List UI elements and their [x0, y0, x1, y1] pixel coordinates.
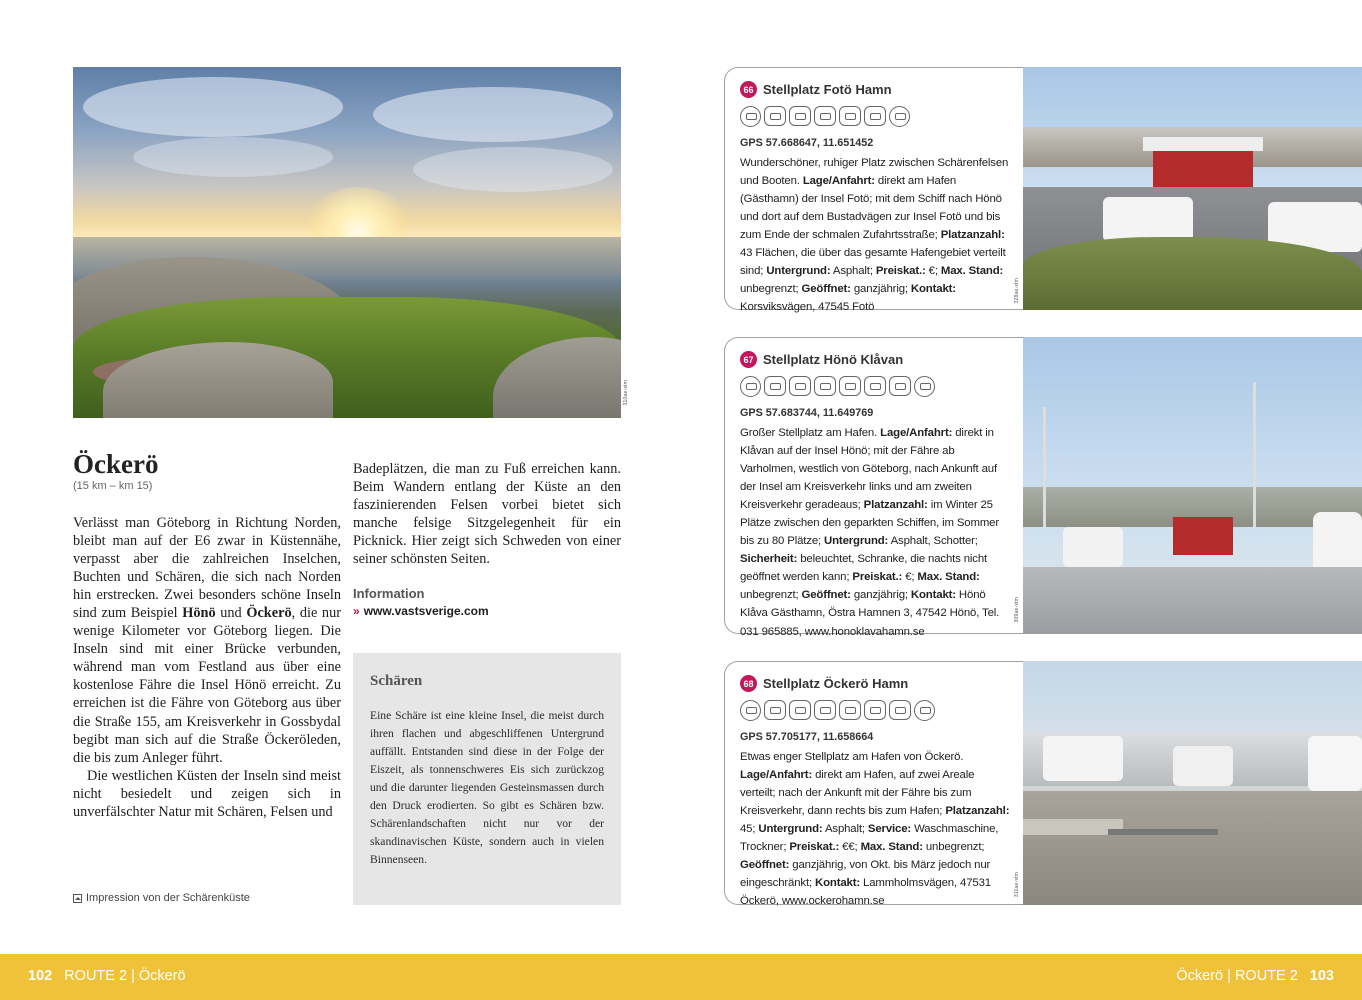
campsite-card-66 — [724, 67, 1024, 314]
coastline-sunset-photo — [73, 67, 621, 418]
photo-caption — [73, 892, 250, 904]
wifi-icon — [889, 700, 911, 720]
waste-disposal-icon — [789, 376, 811, 396]
water-tap-icon — [764, 700, 786, 720]
footer-left — [28, 968, 186, 984]
dog-friendly-icon — [914, 700, 935, 721]
gps-coordinates: GPS 57.705177, 11.658664 — [740, 731, 874, 743]
dog-friendly-icon — [889, 106, 910, 127]
water-tap-icon — [764, 106, 786, 126]
chemical-toilet-icon — [814, 376, 836, 396]
shower-icon — [864, 376, 886, 396]
waste-disposal-icon — [789, 700, 811, 720]
campsite-title: Stellplatz Öckerö Hamn — [763, 676, 909, 691]
photo-credit: 309ae-stm — [1014, 597, 1020, 623]
shower-icon — [864, 106, 886, 126]
toilets-icon — [839, 376, 861, 396]
caption-text: Impression von der Schärenküste — [86, 892, 250, 904]
oeckeroe-harbor-photo — [1023, 661, 1362, 905]
campsite-description: Wunderschöner, ruhiger Platz zwischen Schärenfelsen und Booten. Lage/Anfahrt: direkt am Hafen (Gästhamn) der Insel Fotö; mit dem Schiff nach Hönö und dort auf dem Bustadvägen zur Insel Fotö und bis zum Ende der schmalen Zufahrtsstraße; Platzanzahl: 43 Flächen, die über das gesamte Hafengebiet verteilt sind; Untergrund: Asphalt; Preiskat.: €; Max. Stand: unbegrenzt; Geöffnet: ganzjährig; Kontakt: Korsviksvägen, 47545 Fotö — [740, 157, 1009, 314]
campsite-description: Etwas enger Stellplatz am Hafen von Öckerö. Lage/Anfahrt: direkt am Hafen, auf zwei Areale verteilt; nach der Ankunft mit der Fähre bis zum Kreisverkehr, dann rechts bis zum Hafen; Platzanzahl: 45; Untergrund: Asphalt; Service: Waschmaschine, Trockner; Preiskat.: €€; Max. Stand: unbegrenzt; Geöffnet: ganzjährig, von Okt. bis März jedoch nur eingeschränkt; Kontakt: Lammholmsvägen, 47531 Öckerö, www.ockerohamn.se — [740, 751, 1010, 908]
toilets-icon — [839, 106, 861, 126]
photo-credit: 328ae-stm — [1014, 278, 1020, 304]
card-header — [740, 675, 908, 692]
running-head-left: ROUTE 2 | Öckerö — [64, 968, 186, 984]
article-column-2 — [353, 460, 621, 568]
hoenoe-harbor-photo — [1023, 337, 1362, 634]
campsite-number-badge: 66 — [740, 81, 757, 98]
information-url[interactable]: www.vastsverige.com — [363, 604, 489, 618]
campsite-description: Großer Stellplatz am Hafen. Lage/Anfahrt: direkt in Klåvan auf der Insel Hönö; mit der Fähre ab Varholmen, westlich von Göteborg, nach Ankunft auf der Insel am Kreisverkehr links und am zweiten Kreisverkehr geradeaus; Platzanzahl: im Winter 25 Plätze zwischen den geparkten Schiffen, im Sommer bis zu 80 Plätze; Untergrund: Asphalt, Schotter; Sicherheit: beleuchtet, Schranke, die nachts nicht geöffnet werden kann; Preiskat.: €; Max. Stand: unbegrenzt; Geöffnet: ganzjährig; Kontakt: Hönö Klåva Gästhamn, Östra Hamnen 3, 47542 Hönö, Tel. 031 965885, www.honoklavahamn.se — [740, 427, 1000, 638]
chemical-toilet-icon — [814, 700, 836, 720]
card-header — [740, 351, 903, 368]
power-icon — [740, 376, 761, 397]
wifi-icon — [889, 376, 911, 396]
page-number-right: 103 — [1309, 968, 1334, 984]
information-link[interactable] — [353, 604, 489, 618]
waste-disposal-icon — [789, 106, 811, 126]
article-column-1 — [73, 514, 341, 821]
amenity-icons — [740, 106, 910, 127]
chemical-toilet-icon — [814, 106, 836, 126]
power-icon — [740, 106, 761, 127]
footer-right — [1176, 968, 1334, 984]
amenity-icons — [740, 376, 935, 397]
card-header — [740, 81, 892, 98]
page-footer — [0, 954, 1362, 1000]
amenity-icons — [740, 700, 935, 721]
campsite-card-68 — [724, 661, 1024, 908]
landscape-photo-icon — [73, 894, 82, 903]
article-paragraph: Verlässt man Göteborg in Richtung Norden, bleibt man auf der E6 zwar in Küstennähe, verpasst aber die zahlreichen Inselchen, Buchten und Schären, die sich nach Norden hin erstrecken. Zwei besonders schöne Inseln sind zum Beispiel Hönö und Öckerö, die nur wenige Kilometer vor Göteborg liegen. Die Inseln sind mit einer Brücke verbunden, während man vom Festland aus über eine kostenlose Fähre die Insel Hönö erreicht. Zu erreichen ist die Fähre von Göteborg aus über die Straße 155, am Kreisverkehr in Gossbydal begibt man sich auf die Straße Öckeröleden, die bis zum Anleger führt. — [73, 515, 341, 766]
campsite-card-67 — [724, 337, 1024, 638]
article-paragraph: Badeplätzen, die man zu Fuß erreichen kann. Beim Wandern entlang der Küste an den faszinierenden Felsen vorbei bietet sich manche felsige Sitzgelegenheit für ein Picknick. Hier zeigt sich Schweden von einer seiner schönsten Seiten. — [353, 461, 621, 568]
running-head-right: Öckerö | ROUTE 2 — [1176, 968, 1298, 984]
gps-coordinates: GPS 57.683744, 11.649769 — [740, 407, 874, 419]
page-number-left: 102 — [28, 968, 53, 984]
campsite-title: Stellplatz Fotö Hamn — [763, 82, 892, 97]
info-box-title: Schären — [370, 673, 423, 689]
article-distance: (15 km – km 15) — [73, 480, 153, 492]
toilets-icon — [839, 700, 861, 720]
gps-coordinates: GPS 57.668647, 11.651452 — [740, 137, 874, 149]
article-title: Öckerö — [73, 449, 159, 479]
water-tap-icon — [764, 376, 786, 396]
photo-credit: 311ae-stm — [1014, 872, 1020, 898]
article-paragraph: Die westlichen Küsten der Inseln sind meist nicht besiedelt und zeigen sich in unverfälschter Natur mit Schären, Felsen und — [73, 767, 341, 820]
information-heading: Information — [353, 586, 425, 601]
fotoe-harbor-photo — [1023, 67, 1362, 310]
info-box-text: Eine Schäre ist eine kleine Insel, die meist durch ihren flachen und abgeschliffenen Untergrund auffällt. Entstanden sind diese in der Folge der Eiszeit, als tonnenschweres Eis sich zurückzog und die darunter liegenden Gesteinsmassen durch den Druck erodierten. So gibt es Schären bzw. Schärenlandschaften nicht nur vor der skandinavischen Küste, sondern auch in vielen Binnenseen. — [370, 709, 604, 867]
arrow-icon: » — [353, 604, 360, 618]
power-icon — [740, 700, 761, 721]
dog-friendly-icon — [914, 376, 935, 397]
info-box — [353, 653, 621, 905]
photo-credit: 310ae-stm — [623, 380, 629, 406]
campsite-number-badge: 68 — [740, 675, 757, 692]
campsite-number-badge: 67 — [740, 351, 757, 368]
campsite-title: Stellplatz Hönö Klåvan — [763, 352, 904, 367]
shower-icon — [864, 700, 886, 720]
